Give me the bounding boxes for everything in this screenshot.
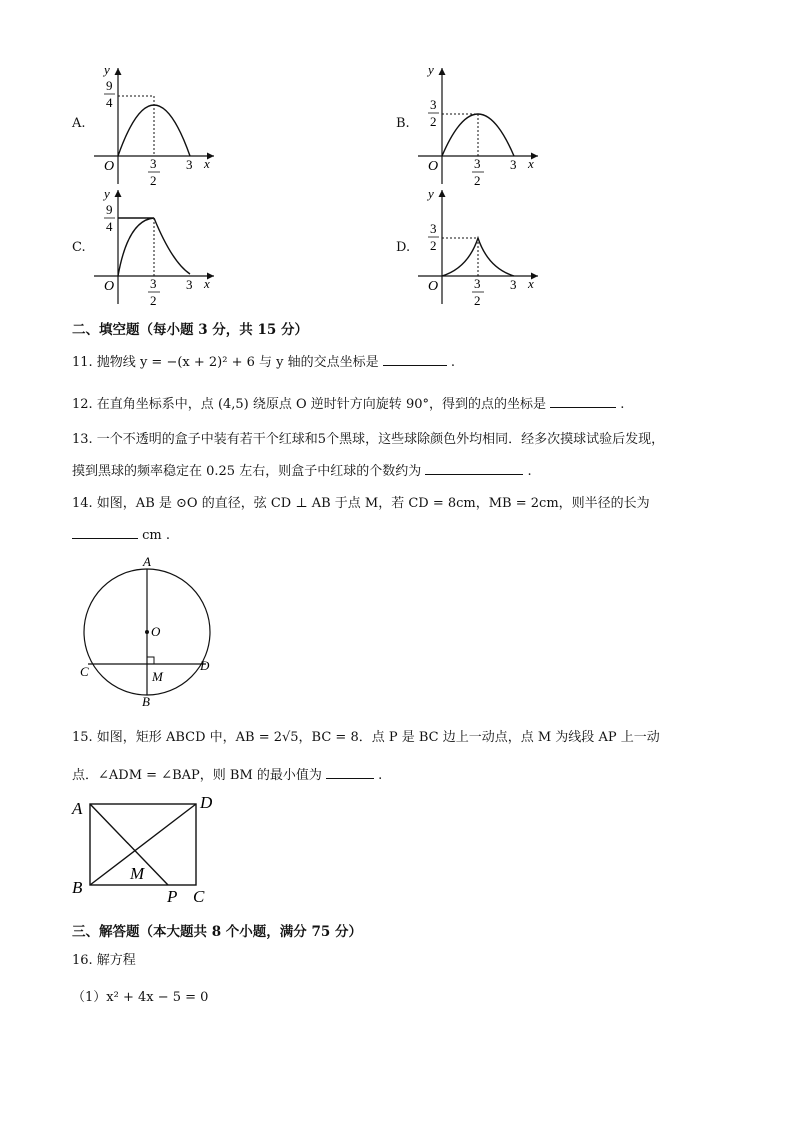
label-m: M — [152, 669, 163, 684]
q16-part1: （1）x² + 4x − 5 = 0 — [72, 990, 209, 1005]
q16-title: 16. 解方程 — [72, 953, 136, 968]
x-end-label: 3 — [186, 157, 193, 172]
label-d: D — [200, 793, 213, 812]
y-axis-label: y — [428, 186, 434, 201]
center-point — [145, 630, 149, 634]
ymark-num: 9 — [106, 202, 113, 217]
option-a-graph — [88, 60, 228, 188]
y-axis-label: y — [104, 186, 110, 201]
label-b: B — [72, 878, 83, 897]
question-12 — [72, 395, 624, 414]
x-end-label: 3 — [510, 277, 517, 292]
option-c-label: C. — [72, 240, 86, 255]
q12-end: . — [620, 397, 625, 412]
segment-ap — [90, 804, 168, 885]
q14-unit: cm — [142, 528, 162, 543]
label-c: C — [193, 887, 205, 906]
x-axis-label: x — [204, 156, 210, 171]
q14-line1: 14. 如图，AB 是 ⊙O 的直径，弦 CD ⊥ AB 于点 M，若 CD = 8cm，MB = 2cm，则半径的长为 — [72, 496, 650, 511]
q14-end: . — [165, 528, 171, 543]
q14-answer-blank[interactable] — [72, 526, 138, 539]
ymark-den: 2 — [430, 114, 437, 129]
y-axis-label: y — [104, 62, 110, 77]
x-axis-label: x — [204, 276, 210, 291]
ymark-den: 4 — [106, 95, 113, 110]
y-axis-label: y — [428, 62, 434, 77]
label-p: P — [167, 887, 178, 906]
ymark-num: 3 — [430, 221, 437, 236]
q15-end: . — [378, 768, 383, 783]
option-c-graph — [88, 184, 228, 312]
label-m: M — [130, 864, 145, 883]
q12-text: 12. 在直角坐标系中，点 (4,5) 绕原点 O 逆时针方向旋转 90°，得到的点的坐标是 — [72, 397, 546, 412]
xmark-num: 3 — [150, 156, 157, 171]
question-15 — [72, 766, 382, 785]
xmark-num: 3 — [150, 276, 157, 291]
ymark-num: 3 — [430, 97, 437, 112]
q13-line1: 13. 一个不透明的盒子中装有若干个红球和5个黑球，这些球除颜色外均相同．经多次摸球试验后发现， — [72, 432, 665, 447]
origin-label: O — [104, 279, 115, 294]
label-d: D — [200, 658, 210, 673]
xmark-den: 2 — [474, 293, 481, 308]
label-c: C — [80, 664, 89, 679]
q12-answer-blank[interactable] — [550, 395, 616, 408]
q15-line2: 点．∠ADM = ∠BAP，则 BM 的最小值为 — [72, 768, 322, 783]
label-a: A — [72, 799, 83, 818]
question-13 — [72, 462, 532, 481]
ymark-num: 9 — [106, 78, 113, 93]
section-2-title: 二、填空题（每小题 3 分，共 15 分） — [72, 322, 308, 338]
q13-end: . — [527, 464, 532, 479]
label-a: A — [143, 554, 151, 569]
option-d-label: D. — [396, 240, 411, 255]
option-d-graph — [412, 184, 552, 312]
q15-figure — [70, 790, 230, 908]
origin-label: O — [428, 279, 439, 294]
question-11 — [72, 353, 455, 372]
label-b: B — [142, 694, 150, 708]
origin-label: O — [428, 159, 439, 174]
xmark-den: 2 — [150, 173, 157, 188]
q13-answer-blank[interactable] — [425, 462, 523, 475]
x-axis-label: x — [528, 156, 534, 171]
q11-text: 11. 抛物线 y = −(x + 2)² + 6 与 y 轴的交点坐标是 — [72, 355, 379, 370]
q15-answer-blank[interactable] — [326, 766, 374, 779]
x-end-label: 3 — [186, 277, 193, 292]
xmark-den: 2 — [150, 293, 157, 308]
xmark-num: 3 — [474, 156, 481, 171]
q14-figure — [74, 552, 224, 708]
ymark-den: 2 — [430, 238, 437, 253]
question-14 — [72, 526, 170, 545]
origin-label: O — [104, 159, 115, 174]
xmark-num: 3 — [474, 276, 481, 291]
option-a-label: A. — [72, 116, 86, 131]
q11-answer-blank[interactable] — [383, 353, 447, 366]
xmark-den: 2 — [474, 173, 481, 188]
right-angle-mark — [147, 657, 154, 664]
option-b-graph — [412, 60, 552, 188]
option-b-label: B. — [396, 116, 410, 131]
q11-end: . — [450, 355, 456, 370]
section-3-title: 三、解答题（本大题共 8 个小题，满分 75 分） — [72, 924, 362, 940]
x-axis-label: x — [528, 276, 534, 291]
label-o: O — [151, 624, 161, 639]
x-end-label: 3 — [510, 157, 517, 172]
q13-line2: 摸到黑球的频率稳定在 0.25 左右，则盒子中红球的个数约为 — [72, 464, 422, 479]
q15-line1: 15. 如图，矩形 ABCD 中，AB = 2√5，BC = 8．点 P 是 BC 边上一动点，点 M 为线段 AP 上一动 — [72, 730, 660, 745]
ymark-den: 4 — [106, 219, 113, 234]
